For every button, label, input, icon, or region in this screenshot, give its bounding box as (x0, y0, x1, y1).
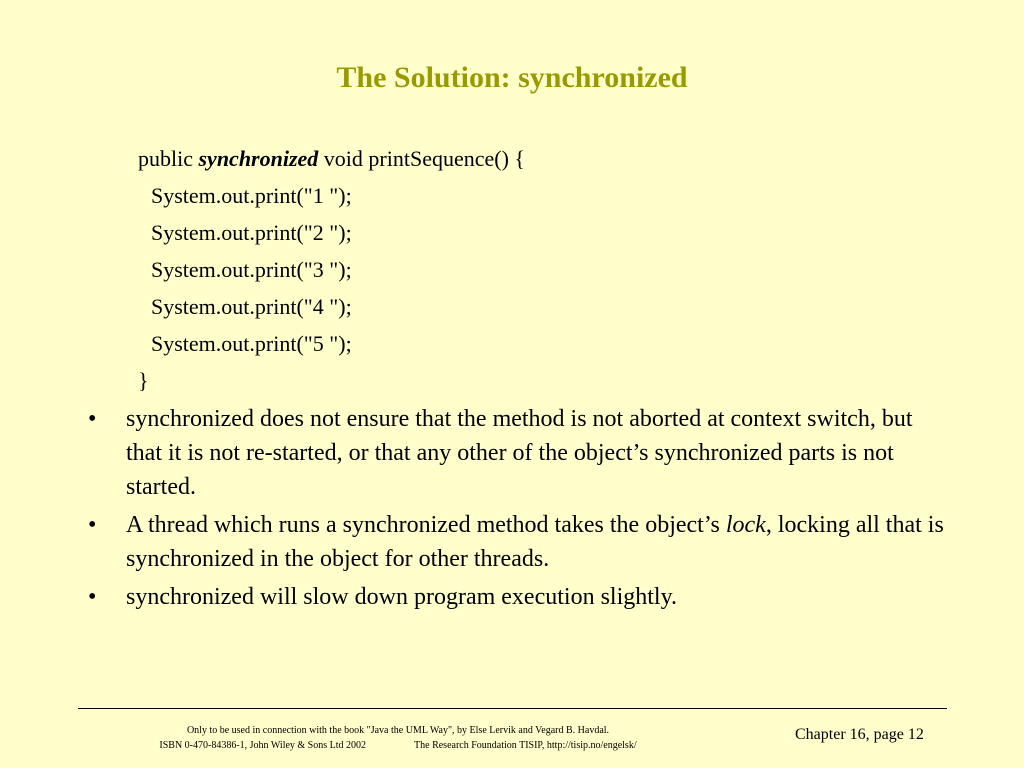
bullet-text: synchronized will slow down program execution slightly. (126, 584, 678, 610)
bullet-list (84, 402, 954, 618)
bullet-text-part: A thread which runs a synchronized method takes the object’s (126, 512, 726, 538)
code-signature-rest: void printSequence() { (318, 146, 525, 171)
bullet-emphasis: lock (725, 512, 766, 538)
code-line: System.out.print("5 "); (151, 331, 352, 356)
code-public-keyword: public (138, 146, 199, 171)
code-line: System.out.print("4 "); (151, 294, 352, 319)
footer-line-2 (118, 738, 678, 753)
bullet-item (84, 580, 954, 614)
bullet-icon: • (88, 584, 97, 610)
footer-line-1: Only to be used in connection with the book "Java the UML Way", by Else Lervik and Vegard B. Havdal. (186, 725, 610, 736)
bullet-item (84, 402, 954, 504)
footer-copyright (118, 723, 678, 753)
slide-title: The Solution: synchronized (336, 61, 688, 94)
code-line: System.out.print("1 "); (151, 183, 352, 208)
code-closing-brace: } (138, 368, 149, 393)
bullet-text (126, 512, 944, 572)
bullet-icon: • (88, 512, 97, 538)
bullet-text: synchronized does not ensure that the method is not aborted at context switch, but that it is not re-started, or that any other of the object’s synchronized parts is not started. (126, 406, 913, 500)
code-method-signature (138, 140, 525, 177)
code-line: System.out.print("2 "); (151, 220, 352, 245)
code-line: System.out.print("3 "); (151, 257, 352, 282)
page-number: Chapter 16, page 12 (795, 726, 924, 743)
bullet-text-part: , locking all that is synchronized in the object for other threads. (126, 512, 944, 572)
code-synchronized-keyword: synchronized (198, 146, 319, 171)
footer-publisher: The Research Foundation TISIP, http://tisip.no/engelsk/ (414, 740, 637, 751)
bullet-item (84, 508, 954, 576)
footer-divider (78, 708, 947, 709)
bullet-icon: • (88, 406, 97, 432)
code-block (138, 140, 525, 399)
footer-isbn: ISBN 0-470-84386-1, John Wiley & Sons Ltd 2002 (159, 740, 367, 751)
